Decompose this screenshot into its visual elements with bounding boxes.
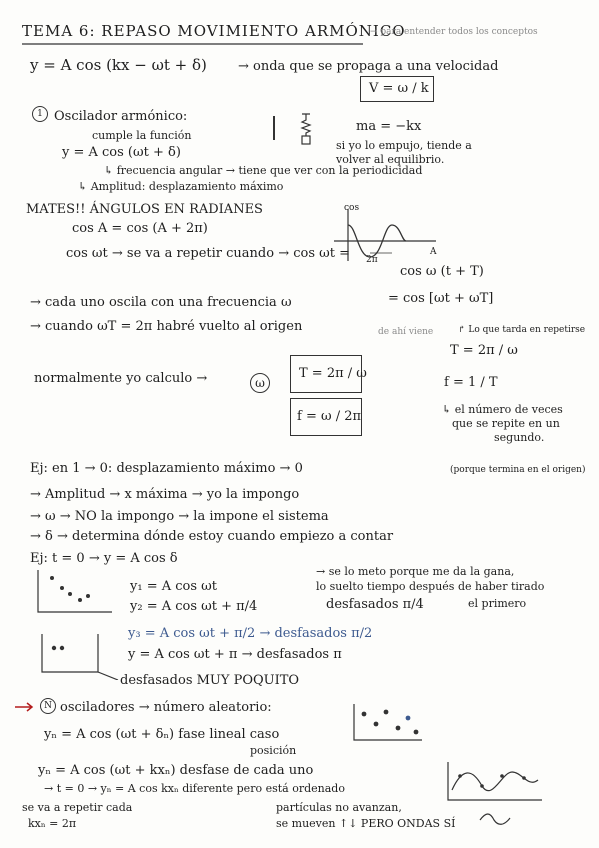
kxn-value: kxₙ = 2π — [28, 817, 77, 830]
wave-sketch — [444, 760, 544, 804]
oscilador-equation: y = A cos (ωt + δ) — [62, 145, 181, 160]
desfasados-poquito: desfasados MUY POQUITO — [120, 673, 300, 688]
force-note-2: volver al equilibrio. — [336, 153, 445, 166]
mates-title: MATES!! ÁNGULOS EN RADIANES — [26, 202, 263, 217]
title-underline — [20, 42, 365, 46]
t0-line: → t = 0 → yₙ = A cos kxₙ diferente pero está ordenado — [44, 782, 345, 795]
mates-line-1: cos A = cos (A + 2π) — [72, 221, 208, 236]
freq-note-2: que se repite en un — [452, 417, 560, 430]
freq-note-1: ↳ el número de veces — [442, 403, 563, 416]
ej2-y3: y₃ = A cos ωt + π/2 → desfasados π/2 — [128, 626, 373, 641]
mates-rhs-1: cos ω (t + T) — [400, 264, 484, 279]
frequency-formula: f = 1 / T — [444, 375, 498, 390]
red-arrow-icon — [14, 702, 36, 712]
velocity-formula: V = ω / k — [369, 81, 429, 96]
ej1-line-2: → Amplitud → x máxima → yo la impongo — [30, 487, 300, 502]
small-wave-icon — [478, 812, 512, 826]
ej2-desfasados-1: desfasados π/4 — [326, 597, 424, 612]
ej1-line-4: → δ → determina dónde estoy cuando empiezo a contar — [30, 529, 394, 544]
ej2-y2: y₂ = A cos ωt + π/4 — [130, 599, 258, 614]
period-box — [290, 355, 367, 393]
yn-equation-1: yₙ = A cos (ωt + δₙ) fase lineal caso — [44, 727, 280, 742]
yn-equation-2: yₙ = A cos (ωt + kxₙ) desfase de cada uno — [38, 763, 314, 778]
wave-equation-note: → onda que se propaga a una velocidad — [238, 59, 499, 74]
ej2-note-3: el primero — [468, 597, 527, 610]
frequency-box — [290, 398, 362, 436]
cumple-funcion: cumple la función — [92, 129, 192, 142]
header-side-note: → para entender todos los conceptos — [370, 27, 538, 37]
ej2-y4: y = A cos ωt + π → desfasados π — [128, 647, 342, 662]
wave-equation: y = A cos (kx − ωt + δ) — [30, 56, 207, 74]
de-ahi-viene-note: de ahí viene — [378, 327, 434, 337]
ej1-line-1: Ej: en 1 → 0: desplazamiento máximo → 0 — [30, 461, 303, 476]
particulas-note-2: se mueven ↑↓ PERO ONDAS SÍ — [276, 817, 456, 830]
amplitud-note: ↳ Amplitud: desplazamiento máximo — [78, 180, 284, 193]
oscilador-title: Oscilador armónico: — [54, 109, 188, 124]
velocity-box — [360, 76, 434, 102]
ej2-y1: y₁ = A cos ωt — [130, 579, 217, 594]
random-dots-graph — [352, 702, 424, 744]
two-dots-graph — [38, 632, 128, 680]
oscila-line-2: → cuando ωT = 2π habré vuelto al origen — [30, 319, 303, 334]
ej2-note-2: lo suelto tiempo después de haber tirado — [316, 580, 545, 593]
cos-graph — [330, 205, 440, 267]
section-number-1: 1 — [32, 106, 48, 122]
ej1-line-3: → ω → NO la impongo → la impone el sistema — [30, 509, 329, 524]
repetir-note: se va a repetir cada — [22, 801, 133, 814]
section-letter-n: N — [40, 698, 56, 714]
period-result: T = 2π / ω — [450, 343, 518, 358]
force-equation: ma = −kx — [356, 119, 422, 134]
period-result-note: ↱ Lo que tarda en repetirse — [458, 325, 586, 335]
oscila-line-1: → cada uno oscila con una frecuencia ω — [30, 295, 292, 310]
freq-note-3: segundo. — [494, 431, 545, 444]
normalmente-text: normalmente yo calculo → — [34, 371, 208, 386]
frequency-box-formula: f = ω / 2π — [297, 409, 362, 424]
ej2-note-1: → se lo meto porque me da la gana, — [316, 565, 515, 578]
period-box-formula: T = 2π / ω — [299, 366, 367, 381]
spring-icon — [268, 112, 328, 152]
graph-label-cos: cos — [344, 203, 360, 213]
frecuencia-note: ↳ frecuencia angular → tiene que ver con la periodicidad — [104, 164, 423, 177]
posicion-label: posición — [250, 744, 297, 757]
graph-label-a: A — [430, 247, 437, 257]
ej1-line-1-note: (porque termina en el origen) — [450, 465, 586, 475]
particulas-note-1: partículas no avanzan, — [276, 801, 402, 814]
phase-dots-graph — [34, 568, 114, 616]
force-note-1: si yo lo empujo, tiende a — [336, 139, 472, 152]
mates-line-2: cos ωt → se va a repetir cuando → cos ωt = — [66, 246, 350, 261]
osciladores-title: osciladores → número aleatorio: — [60, 700, 272, 715]
mates-rhs-2: = cos [ωt + ωT] — [388, 291, 494, 306]
graph-label-2pi: 2π — [366, 255, 378, 265]
page-title: TEMA 6: REPASO MOVIMIENTO ARMÓNICO — [22, 22, 406, 40]
omega-circle: ω — [250, 373, 270, 393]
ej2-line-1: Ej: t = 0 → y = A cos δ — [30, 551, 178, 566]
